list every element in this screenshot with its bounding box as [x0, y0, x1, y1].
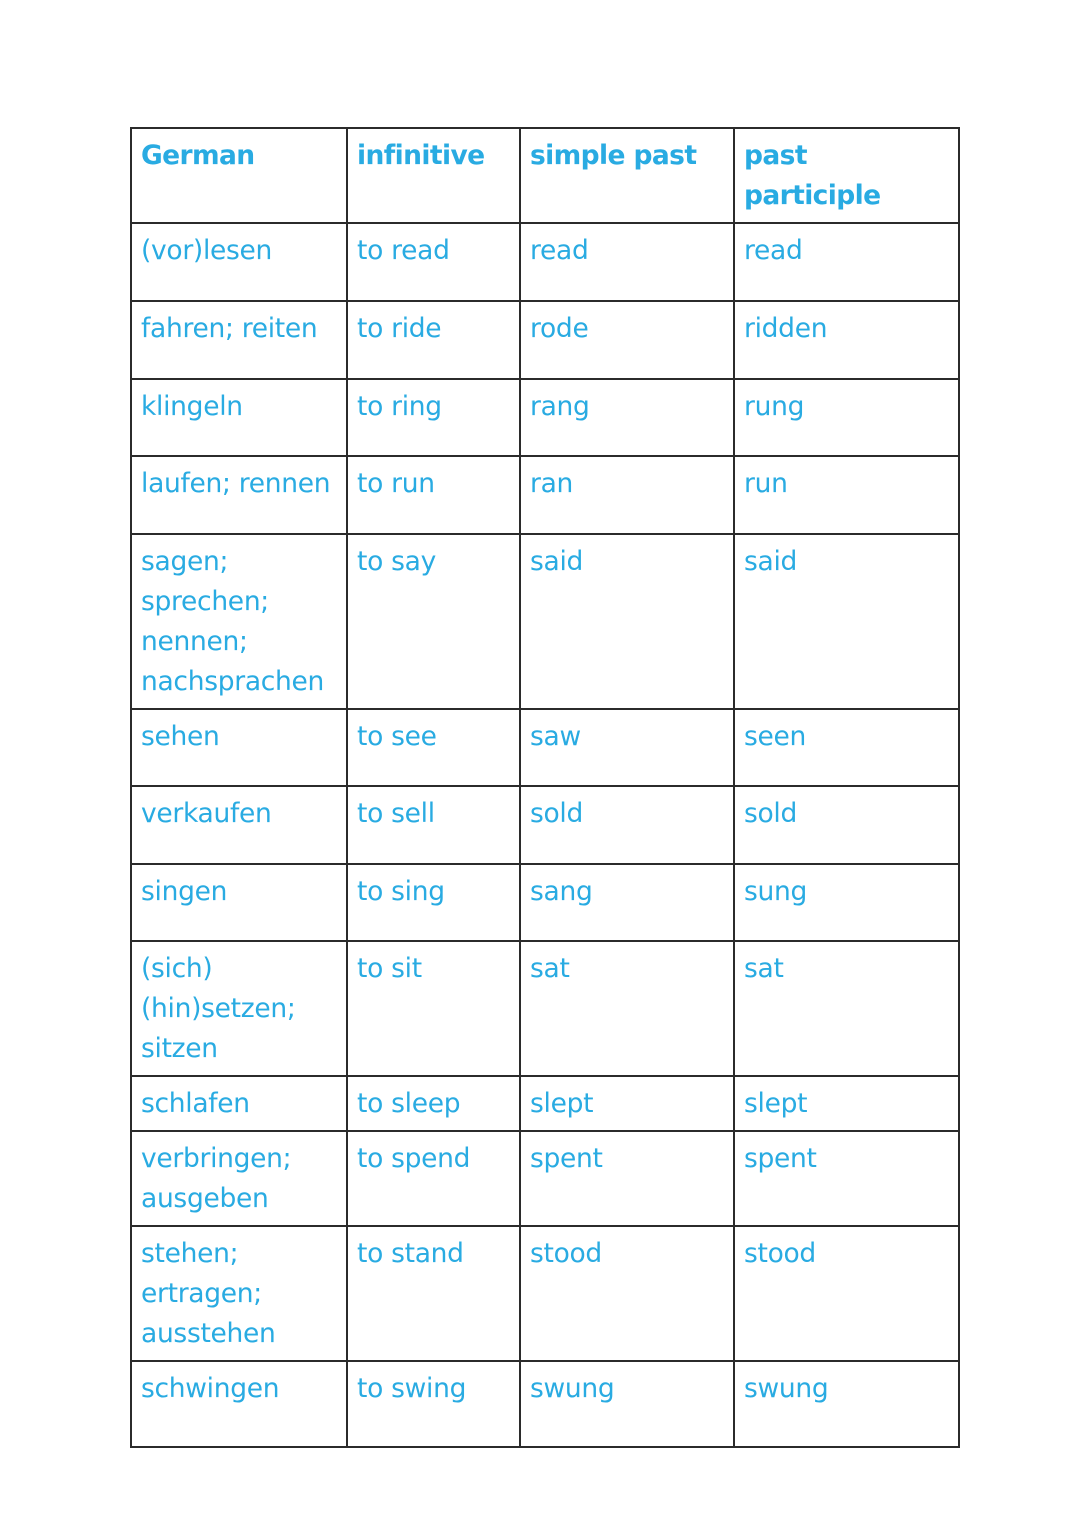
cell-infinitive: to swing [347, 1361, 520, 1447]
cell-german-line: verbringen; [141, 1143, 292, 1174]
cell-past-participle: sung [734, 864, 959, 941]
column-header-simple-past: simple past [520, 128, 734, 223]
table-row [131, 786, 959, 864]
cell-simple-past: said [520, 534, 734, 709]
cell-infinitive: to sleep [347, 1076, 520, 1131]
cell-german [131, 1076, 347, 1131]
cell-past-participle: stood [734, 1226, 959, 1361]
column-header-infinitive: infinitive [347, 128, 520, 223]
cell-simple-past: sold [520, 786, 734, 864]
table-row [131, 1076, 959, 1131]
table-header-row [131, 128, 959, 223]
cell-german-line: fahren; reiten [141, 313, 318, 344]
cell-german-line: sehen [141, 721, 220, 752]
cell-german-line: sitzen [141, 1033, 218, 1064]
cell-german-line: sprechen; [141, 586, 269, 617]
cell-german-line: ausstehen [141, 1318, 276, 1349]
cell-german-line: ertragen; [141, 1278, 262, 1309]
cell-infinitive: to spend [347, 1131, 520, 1226]
cell-infinitive: to see [347, 709, 520, 786]
cell-simple-past: ran [520, 456, 734, 534]
cell-infinitive: to read [347, 223, 520, 301]
cell-past-participle: rung [734, 379, 959, 456]
table-header [131, 128, 959, 223]
table-row [131, 456, 959, 534]
cell-infinitive: to stand [347, 1226, 520, 1361]
cell-german [131, 456, 347, 534]
cell-past-participle: spent [734, 1131, 959, 1226]
table-row [131, 1131, 959, 1226]
column-header-past-participle: past participle [734, 128, 959, 223]
cell-past-participle: said [734, 534, 959, 709]
cell-infinitive: to run [347, 456, 520, 534]
cell-german-line: singen [141, 876, 228, 907]
cell-german-line: schlafen [141, 1088, 250, 1119]
cell-german [131, 1226, 347, 1361]
cell-simple-past: slept [520, 1076, 734, 1131]
cell-simple-past: stood [520, 1226, 734, 1361]
cell-infinitive: to sell [347, 786, 520, 864]
cell-german-line: schwingen [141, 1373, 280, 1404]
table-row [131, 1226, 959, 1361]
cell-past-participle: swung [734, 1361, 959, 1447]
cell-german [131, 864, 347, 941]
cell-simple-past: swung [520, 1361, 734, 1447]
cell-infinitive: to say [347, 534, 520, 709]
table-row [131, 223, 959, 301]
table-row [131, 379, 959, 456]
cell-german [131, 379, 347, 456]
cell-infinitive: to sit [347, 941, 520, 1076]
cell-german-line: (vor)lesen [141, 235, 273, 266]
cell-simple-past: rode [520, 301, 734, 379]
table-row [131, 1361, 959, 1447]
cell-past-participle: sat [734, 941, 959, 1076]
table-row [131, 709, 959, 786]
cell-german [131, 1361, 347, 1447]
cell-german-line: stehen; [141, 1238, 239, 1269]
cell-german [131, 786, 347, 864]
cell-german-line: laufen; rennen [141, 468, 331, 499]
cell-german-line: ausgeben [141, 1183, 269, 1214]
cell-simple-past: rang [520, 379, 734, 456]
cell-german-line: verkaufen [141, 798, 272, 829]
table-row [131, 864, 959, 941]
cell-infinitive: to sing [347, 864, 520, 941]
cell-past-participle: sold [734, 786, 959, 864]
cell-german-line: nachsprachen [141, 666, 325, 697]
cell-simple-past: spent [520, 1131, 734, 1226]
table-body [131, 223, 959, 1447]
cell-past-participle: run [734, 456, 959, 534]
cell-german [131, 1131, 347, 1226]
cell-simple-past: read [520, 223, 734, 301]
cell-german-line: nennen; [141, 626, 248, 657]
cell-simple-past: sang [520, 864, 734, 941]
cell-infinitive: to ride [347, 301, 520, 379]
cell-german [131, 223, 347, 301]
cell-german [131, 709, 347, 786]
verb-table [130, 127, 960, 1448]
cell-german-line: (sich) [141, 953, 213, 984]
cell-german [131, 941, 347, 1076]
cell-simple-past: saw [520, 709, 734, 786]
cell-past-participle: slept [734, 1076, 959, 1131]
cell-german [131, 534, 347, 709]
cell-simple-past: sat [520, 941, 734, 1076]
cell-infinitive: to ring [347, 379, 520, 456]
cell-german-line: (hin)setzen; [141, 993, 296, 1024]
table-row [131, 534, 959, 709]
cell-german-line: klingeln [141, 391, 243, 422]
cell-past-participle: ridden [734, 301, 959, 379]
table-row [131, 301, 959, 379]
cell-german [131, 301, 347, 379]
column-header-german: German [131, 128, 347, 223]
cell-past-participle: read [734, 223, 959, 301]
cell-past-participle: seen [734, 709, 959, 786]
table-row [131, 941, 959, 1076]
cell-german-line: sagen; [141, 546, 229, 577]
